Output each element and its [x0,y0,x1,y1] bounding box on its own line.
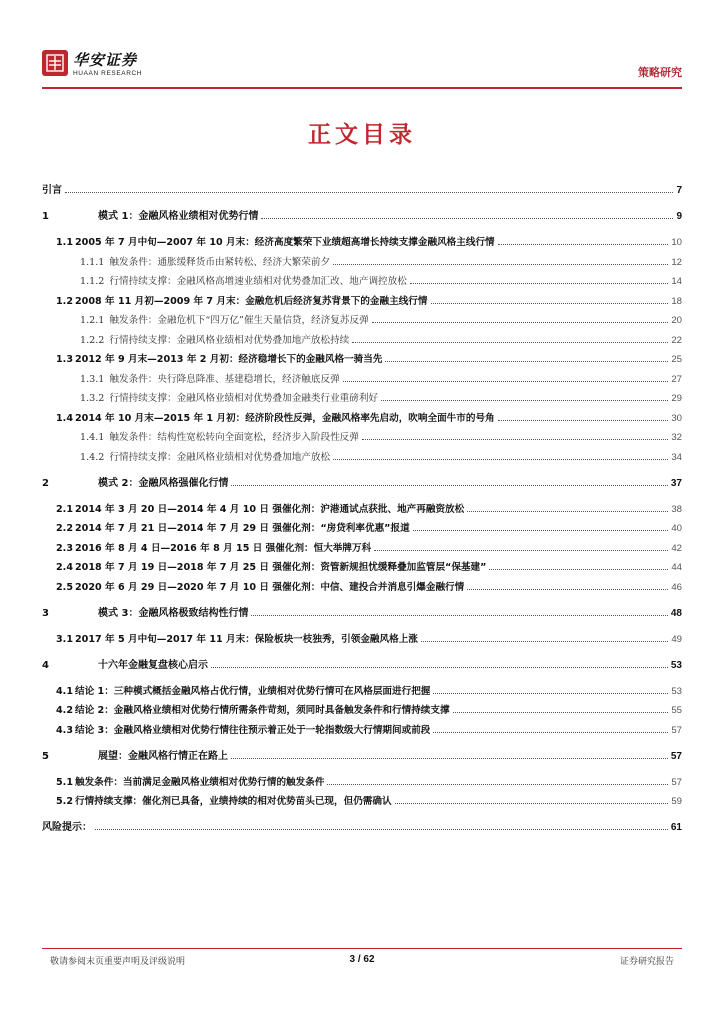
toc-entry[interactable] [42,499,682,515]
toc-entry-page: 61 [670,822,682,833]
toc-entry-page: 40 [671,523,682,534]
toc-entry-page: 37 [670,477,682,489]
toc-entry-label: 2012 年 9 月末—2013 年 2 月初：经济稳增长下的金融风格一骑当先 [75,354,383,365]
toc-entry-page: 20 [671,315,682,326]
company-logo [42,50,142,78]
toc-entry[interactable] [42,655,682,671]
toc-entry-page: 48 [670,607,682,619]
toc-leader-dots [410,283,669,284]
seal-logo-icon [42,50,68,76]
toc-entry-label: 2008 年 11 月初—2009 年 7 月末：金融危机后经济复苏背景下的金融主线行情 [75,295,428,307]
toc-entry-page: 32 [671,432,682,443]
page-number: 3 / 62 [349,954,375,965]
toc-leader-dots [374,550,668,551]
toc-entry-page: 38 [671,503,682,515]
toc-entry-label: 风险提示： [42,822,92,833]
toc-entry-page: 29 [671,393,682,404]
toc-entry-label: 2014 年 7 月 21 日—2014 年 7 月 29 日 强催化剂：“房贷利率优惠”报道 [75,523,410,534]
toc-entry-page: 10 [671,237,682,248]
toc-leader-dots [362,439,668,440]
toc-entry-number: 1.4.1 [80,432,105,443]
toc-leader-dots [453,712,669,713]
toc-entry-label: 模式 1：金融风格业绩相对优势行情 [98,211,259,222]
toc-entry[interactable] [42,538,682,554]
toc-entry-page: 53 [671,685,682,697]
toc-entry-number: 1.1.1 [80,256,105,268]
toc-entry-label: 结论 2：金融风格业绩相对优势行情所需条件苛刻，须同时具备触发条件和行情持续支撑 [75,705,450,716]
toc-leader-dots [395,803,669,804]
toc-entry-number: 5.2 [56,796,73,807]
toc-leader-dots [333,459,668,460]
toc-entry[interactable] [42,180,682,196]
toc-leader-dots [327,784,668,785]
toc-leader-dots [467,589,668,590]
toc-entry-page: 42 [671,542,682,554]
brand-name-en: HUAAN RESEARCH [73,70,143,77]
toc-entry[interactable] [42,388,682,404]
page-footer [42,954,682,968]
toc-entry[interactable] [42,369,682,385]
toc-entry-number: 1.1.2 [80,276,105,287]
toc-entry-label: 行情持续支撑：金融风格业绩相对优势叠加金融类行业重磅利好 [109,393,379,404]
page-header [42,50,682,86]
toc-entry-label: 触发条件：央行降息降准、基建稳增长，经济触底反弹 [109,373,340,385]
toc-leader-dots [421,641,668,642]
toc-entry-number: 4 [42,659,49,671]
toc-entry-label: 引言 [42,185,62,196]
toc-entry-label: 结论 1：三种模式概括金融风格占优行情，业绩相对优势行情可在风格层面进行把握 [75,685,431,697]
toc-entry-number: 4.1 [56,685,73,697]
toc-entry-label: 2018 年 7 月 19 日—2018 年 7 月 25 日 强催化剂：资管新规担忧缓释叠加监管层“保基建” [75,562,487,573]
toc-entry[interactable] [42,746,682,762]
toc-entry-label: 2014 年 10 月末—2015 年 1 月初：经济阶段性反弹，金融风格率先启动，吹响全面牛市的号角 [75,412,495,424]
toc-entry-label: 结论 3：金融风格业绩相对优势行情往往预示着正处于一轮指数级大行情期间或前段 [75,724,431,736]
toc-entry-label: 展望：金融风格行情正在路上 [98,750,228,762]
toc-entry-number: 1.4.2 [80,451,105,463]
footer-divider [42,948,682,949]
toc-leader-dots [413,530,669,531]
toc-entry-number: 2.4 [56,562,73,573]
toc-entry-page: 57 [670,750,682,762]
toc-entry[interactable] [42,427,682,443]
toc-entry-label: 行情持续支撑：催化剂已具备，业绩持续的相对优势苗头已现，但仍需确认 [75,796,392,807]
toc-entry-page: 22 [671,334,682,346]
toc-entry[interactable] [42,681,682,697]
toc-entry[interactable] [42,232,682,248]
toc-leader-dots [231,758,668,759]
toc-entry[interactable] [42,700,682,716]
page-title: 正文目录 [308,122,416,148]
toc-entry-number: 3.1 [56,633,73,645]
toc-entry-label: 2005 年 7 月中旬—2007 年 10 月末：经济高度繁荣下业绩超高增长持续支撑金融风格主线行情 [75,237,495,248]
toc-entry-page: 55 [671,705,682,716]
toc-leader-dots [498,244,669,245]
toc-leader-dots [261,218,673,219]
toc-entry-page: 57 [671,724,682,736]
toc-entry-number: 1.2 [56,295,73,307]
toc-entry-number: 1.3.1 [80,373,105,385]
toc-leader-dots [433,732,668,733]
toc-entry-label: 触发条件：通胀缓释货币由紧转松、经济大繁荣前夕 [109,256,331,268]
toc-entry[interactable] [42,629,682,645]
report-type: 证券研究报告 [619,957,674,967]
toc-entry-page: 27 [671,373,682,385]
toc-leader-dots [431,303,669,304]
toc-entry[interactable] [42,603,682,619]
toc-entry[interactable] [42,473,682,489]
toc-leader-dots [333,264,668,265]
toc-entry-label: 行情持续支撑：金融风格高增速业绩相对优势叠加汇改、地产调控放松 [109,276,407,287]
toc-entry-page: 44 [671,562,682,573]
toc-entry-page: 53 [670,659,682,671]
toc-entry[interactable] [42,447,682,463]
toc-entry-label: 2020 年 6 月 29 日—2020 年 7 月 10 日 强催化剂：中信、建投合并消息引爆金融行情 [75,581,465,593]
toc-entry-label: 2016 年 8 月 4 日—2016 年 8 月 15 日 强催化剂：恒大举牌万科 [75,542,372,554]
toc-entry-label: 十六年金融复盘核心启示 [98,659,208,671]
toc-leader-dots [65,192,673,193]
toc-entry[interactable] [42,791,682,807]
toc-entry-label: 触发条件：结构性宽松转向全面宽松，经济步入阶段性反弹 [109,432,359,443]
toc-entry[interactable] [42,557,682,573]
toc-entry[interactable] [42,271,682,287]
toc-entry-label: 行情持续支撑：金融风格业绩相对优势叠加地产放松持续 [109,334,350,346]
toc-entry-page: 18 [671,295,682,307]
toc-leader-dots [381,400,668,401]
toc-entry-number: 3 [42,607,49,619]
toc-leader-dots [433,693,668,694]
toc-entry-label: 模式 2：金融风格强催化行情 [98,477,229,489]
header-divider [42,87,682,89]
toc-entry-page: 59 [671,796,682,807]
toc-entry[interactable] [42,252,682,268]
toc-entry-label: 模式 3：金融风格极致结构性行情 [98,607,249,619]
toc-entry-number: 1.4 [56,412,73,424]
toc-leader-dots [95,829,668,830]
toc-entry[interactable] [42,206,682,222]
toc-entry-page: 9 [676,211,682,222]
toc-leader-dots [211,667,668,668]
toc-entry-number: 2 [42,477,49,489]
toc-entry-number: 1.3.2 [80,393,105,404]
toc-leader-dots [251,615,667,616]
toc-entry[interactable] [42,408,682,424]
toc-entry-page: 34 [671,451,682,463]
toc-entry-number: 4.3 [56,724,73,736]
toc-entry-number: 5.1 [56,776,73,788]
toc-entry-page: 57 [671,776,682,788]
toc-entry[interactable] [42,330,682,346]
toc-entry-page: 30 [671,412,682,424]
toc-leader-dots [489,569,668,570]
toc-entry[interactable] [42,720,682,736]
toc-entry-number: 1.3 [56,354,73,365]
toc-entry-page: 14 [671,276,682,287]
toc-entry-label: 2017 年 5 月中旬—2017 年 11 月末：保险板块一枝独秀，引领金融风格上涨 [75,633,418,645]
toc-entry-label: 2014 年 3 月 20 日—2014 年 4 月 10 日 强催化剂：沪港通试点获批、地产再融资放松 [75,503,465,515]
toc-leader-dots [352,342,668,343]
toc-entry-page: 25 [671,354,682,365]
toc-entry-number: 4.2 [56,705,73,716]
toc-entry-label: 行情持续支撑：金融风格业绩相对优势叠加地产放松 [109,451,331,463]
toc-entry-page: 7 [676,185,682,196]
toc-entry-number: 5 [42,750,49,762]
toc-entry[interactable] [42,349,682,365]
toc-entry-label: 触发条件：金融危机下“四万亿”催生天量信贷，经济复苏反弹 [109,315,369,326]
toc-entry-number: 2.3 [56,542,73,554]
toc-leader-dots [231,485,667,486]
brand-name-cn: 华安证券 [73,51,138,69]
toc-leader-dots [498,420,669,421]
toc-entry-number: 1.1 [56,237,73,248]
report-section: 策略研究 [638,66,682,79]
toc-leader-dots [467,511,668,512]
toc-entry-number: 2.2 [56,523,73,534]
toc-entry-label: 触发条件：当前满足金融风格业绩相对优势行情的触发条件 [75,776,325,788]
toc-entry-number: 2.5 [56,581,73,593]
toc-entry-number: 1.2.2 [80,334,105,346]
toc-leader-dots [372,322,669,323]
toc-leader-dots [343,381,669,382]
toc-entry-page: 49 [671,633,682,645]
toc-entry[interactable] [42,817,682,833]
toc-entry[interactable] [42,291,682,307]
toc-entry-number: 1 [42,211,49,222]
toc-leader-dots [385,361,668,362]
toc-entry[interactable] [42,577,682,593]
toc-entry-page: 46 [671,581,682,593]
toc-entry[interactable] [42,518,682,534]
toc-entry[interactable] [42,310,682,326]
disclaimer-note: 敬请参阅末页重要声明及评级说明 [50,957,186,967]
toc-entry[interactable] [42,772,682,788]
toc-entry-page: 12 [671,256,682,268]
toc-entry-number: 2.1 [56,503,73,515]
toc-entry-number: 1.2.1 [80,315,105,326]
